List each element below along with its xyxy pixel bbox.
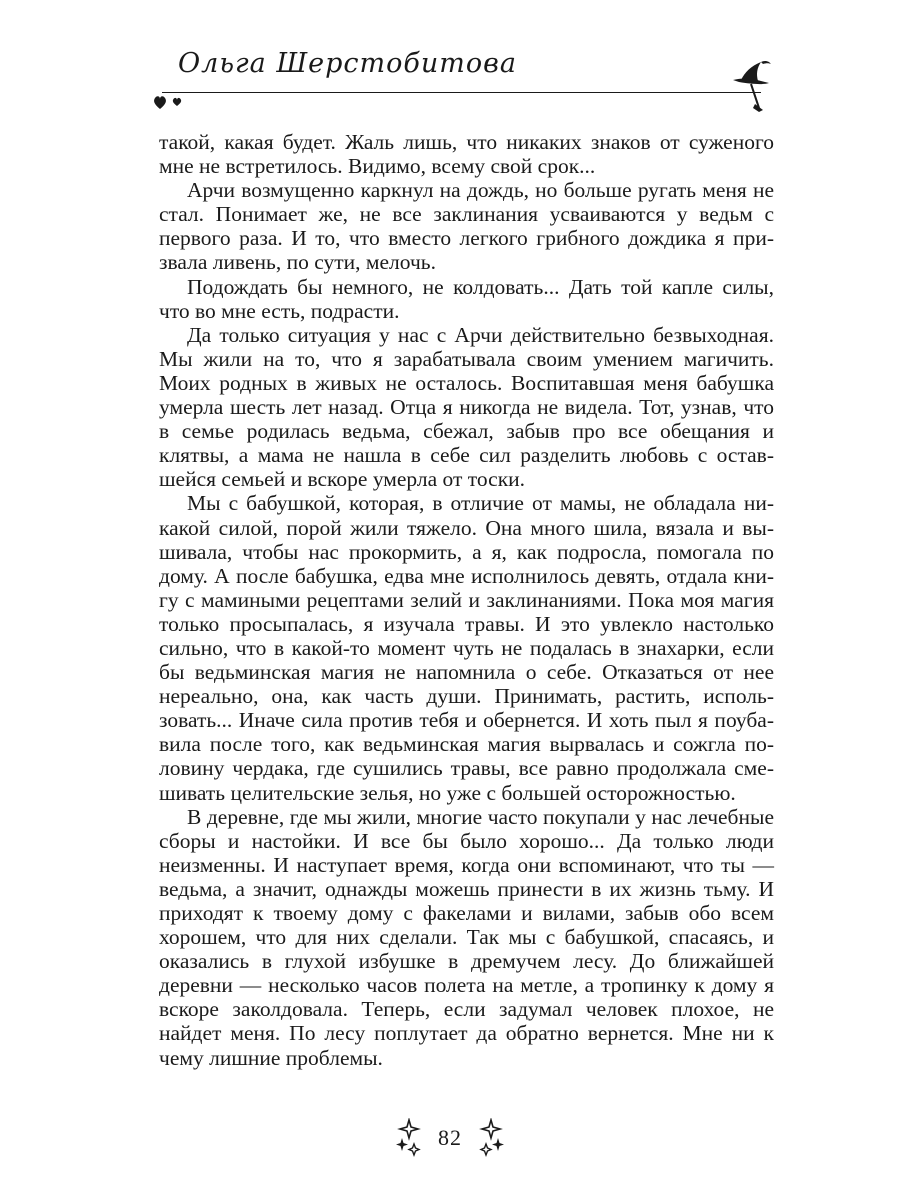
sparkle-icon <box>394 1118 424 1158</box>
paragraph: такой, какая будет. Жаль лишь, что никаких знаков от суженого мне не встретилось. Видимо, всему свой срок... <box>159 130 774 179</box>
header-rule <box>162 92 761 93</box>
body-text <box>159 130 774 1070</box>
paragraph: Арчи возмущенно каркнул на дождь, но больше ругать меня не стал. Понимает же, не все заклинания усваиваются у ведьм с первого раза. И то, что вместо легкого грибного дождика я призвала ливень, по сути, мелочь. <box>159 178 774 275</box>
paragraph: Мы с бабушкой, которая, в отличие от мамы, не обладала никакой силой, порой жили тяжело. Она много шила, вязала и вышивала, чтобы нас прокормить, а я, как подросла, помогала по дому. А после бабушка, едва мне исполнилось девять, отдала книгу с мамиными рецептами зелий и заклинаниями. Пока моя магия только просыпалась, я изучала травы. И это увлекло настолько сильно, что в какой-то момент чуть не подалась в знахарки, если бы ведьминская магия не напомнила о себе. Отказаться от нее нереально, она, как часть души. Принимать, растить, использовать... Иначе сила против тебя и обернется. И хоть пыл я поубавила после того, как ведьминская магия вырвалась и сожгла половину чердака, где сушились травы, все равно продолжала смешивать целительские зелья, но уже с большей осторожностью. <box>159 491 774 805</box>
page-number: 82 <box>438 1125 462 1150</box>
page-footer <box>0 1118 900 1158</box>
paragraph: Подождать бы немного, не колдовать... Дать той капле силы, что во мне есть, подрасти. <box>159 274 774 323</box>
sparkle-icon <box>476 1118 506 1158</box>
running-header <box>150 40 775 110</box>
hearts-icon <box>153 93 187 111</box>
witch-hat-icon <box>729 52 775 112</box>
author-name: Ольга Шерстобитова <box>172 48 523 79</box>
paragraph: Да только ситуация у нас с Арчи действительно безвыходная. Мы жили на то, что я зарабатывала своим умением магичить. Моих родных в живых не осталось. Воспитавшая меня бабушка умерла шесть лет назад. Отца я никогда не видела. Тот, узнав, что в семье родилась ведьма, сбежал, забыв про все обещания и клятвы, а мама не нашла в себе сил разделить любовь с оставшейся семьей и вскоре умерла от тоски. <box>159 322 774 492</box>
paragraph: В деревне, где мы жили, многие часто покупали у нас лечебные сборы и настойки. И все бы было хорошо... Да только люди неизменны. И наступает время, когда они вспоминают, что ты — ведьма, а значит, однажды можешь принести в их жизнь тьму. И приходят к твоему дому с факелами и вилами, забыв обо всем хорошем, что для них сделали. Так мы с бабушкой, спасаясь, и оказались в глухой избушке в дремучем лесу. До ближайшей деревни — несколько часов полета на метле, а тропинку к дому я вскоре заколдовала. Теперь, если задумал человек плохое, не найдет меня. По лесу поплутает да обратно вернется. Мне ни к чему лишние проблемы. <box>159 804 774 1070</box>
